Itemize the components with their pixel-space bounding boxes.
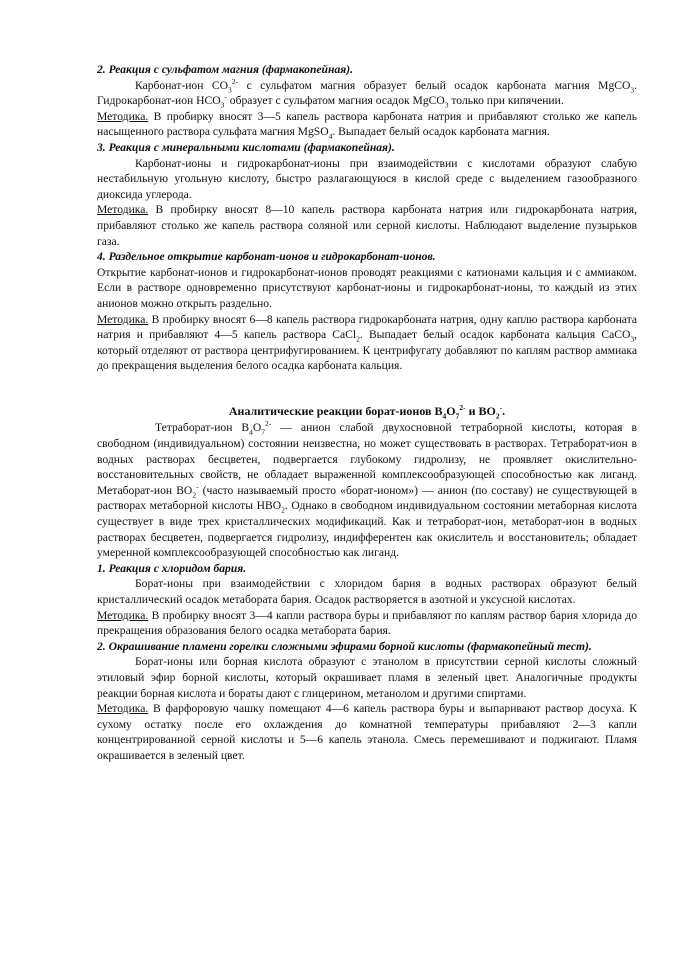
method-label: Методика. [97, 203, 149, 217]
paragraph-borate-intro: Тетраборат-ион $B_4O_7^{2-}$ — анион слабой двухосновной тетраборной кислоты, которая в свободном (индивидуальном) состоянии неизвестна, но может существовать в растворах. Тетраборат-ион в водных растворах бесцветен, подвергается глубокому гидролизу, не проявляет окислительно-восстановительных свойств, не обладает выраженной комплексообразующей способностью как лиганд. Метаборат-ион $BO_2^-$ (часто называемый просто «борат-ионом») — анион (по составу) не существующей в растворах метаборной кислоты $HBO_2$. Однако в свободном индивидуальном состоянии метаборная кислота существует в виде трех кристаллических модификаций. Как и тетраборат-ион, метаборат-ион в водных растворах бесцветен, подвергается гидролизу, индифферентен как окислитель и восстановитель; обладает умеренной комплексообразующей способностью как лиганд. [97, 419, 638, 560]
method-label: Методика. [97, 608, 149, 622]
section-title-acids: 3. Реакция с минеральными кислотами (фармакопейная). [97, 140, 395, 154]
section-title-barium: 1. Реакция с хлоридом бария. [97, 561, 247, 575]
paragraph-separate: Открытие карбонат-ионов и гидрокарбонат-ионов проводят реакциями с катионами кальция и с аммиаком. Если в растворе одновременно присутствуют карбонат-ионы и гидрокарбонат-ионы, то каждый из этих анионов можно открыть раздельно. [97, 265, 637, 310]
method-label: Методика. [97, 702, 149, 716]
borate-heading: Аналитические реакции борат-ионов $B_4O_7^{2-}$ и $BO_2^-$. [228, 402, 506, 421]
method-label: Методика. [97, 312, 149, 326]
paragraph-acids: Карбонат-ионы и гидрокарбонат-ионы при взаимодействии с кислотами образуют слабую нестабильную угольную кислоту, быстро разлагающуюся в кислой среде с выделением газообразного диоксида углерода. [97, 156, 637, 201]
paragraph-flame: Борат-ионы или борная кислота образуют с этанолом в присутствии серной кислоты сложный этиловый эфир борной кислоты, который окрашивает пламя в зеленый цвет. Аналогичные продукты реакции борная кислота и бораты дают с глицерином, метанолом и другими спиртами. [97, 655, 637, 700]
section-title-flame: 2. Окрашивание пламени горелки сложными эфирами борной кислоты (фармакопейный тест). [97, 639, 592, 653]
paragraph-barium: Борат-ионы при взаимодействии с хлоридом бария в водных растворах образуют белый кристаллический осадок метабората бария. Осадок растворяется в азотной и уксусной кислотах. [97, 577, 637, 606]
section-title-magnesium: 2. Реакция с сульфатом магния (фармакопейная). [97, 63, 353, 76]
section-title-separate: 4. Раздельное открытие карбонат-ионов и гидрокарбонат-ионов. [97, 250, 436, 264]
method-label: Методика. [97, 109, 149, 123]
paragraph-magnesium: Карбонат-ион $CO_3^{2-}$ с сульфатом магния образует белый осадок карбоната магния MgCO$_3$. Гидрокарбонат-ион $HCO_3^-$ образует с сульфатом магния осадок MgCO$_3$ только при кипячении. [97, 76, 637, 110]
method-acids: Методика. В пробирку вносят 8—10 капель раствора карбоната натрия или гидрокарбоната натрия, прибавляют столько же капель раствора соляной или серной кислоты. Наблюдают выделение пузырьков газа. [97, 203, 637, 248]
method-magnesium: Методика. В пробирку вносят 3—5 капель раствора карбоната натрия и прибавляют столько же капель насыщенного раствора сульфата магния MgSO$_4$. Выпадает белый осадок карбоната магния. [97, 109, 637, 141]
method-separate: Методика. В пробирку вносят 6—8 капель раствора гидрокарбоната натрия, одну каплю раствора карбоната натрия и прибавляют 4—5 капель раствора CaCl$_2$. Выпадает белый осадок карбоната кальция CaCO$_3$, который отделяют от раствора центрифугированием. К центрифугату добавляют по каплям раствор аммиака до прекращения выделения белого осадка карбоната кальция. [97, 312, 637, 373]
method-barium: Методика. В пробирку вносят 3—4 капли раствора буры и прибавляют по каплям раствор бария хлорида до прекращения образования белого осадка метабората бария. [97, 608, 637, 638]
method-flame: Методика. В фарфоровую чашку помещают 4—6 капель раствора буры и выпаривают раствор досуха. К сухому остатку после его охлаждения до комнатной температуры прибавляют 2—3 капли концентрированной серной кислоты и 5—6 капель этанола. Смесь перемешивают и поджигают. Пламя окрашивается в зеленый цвет. [97, 702, 637, 762]
